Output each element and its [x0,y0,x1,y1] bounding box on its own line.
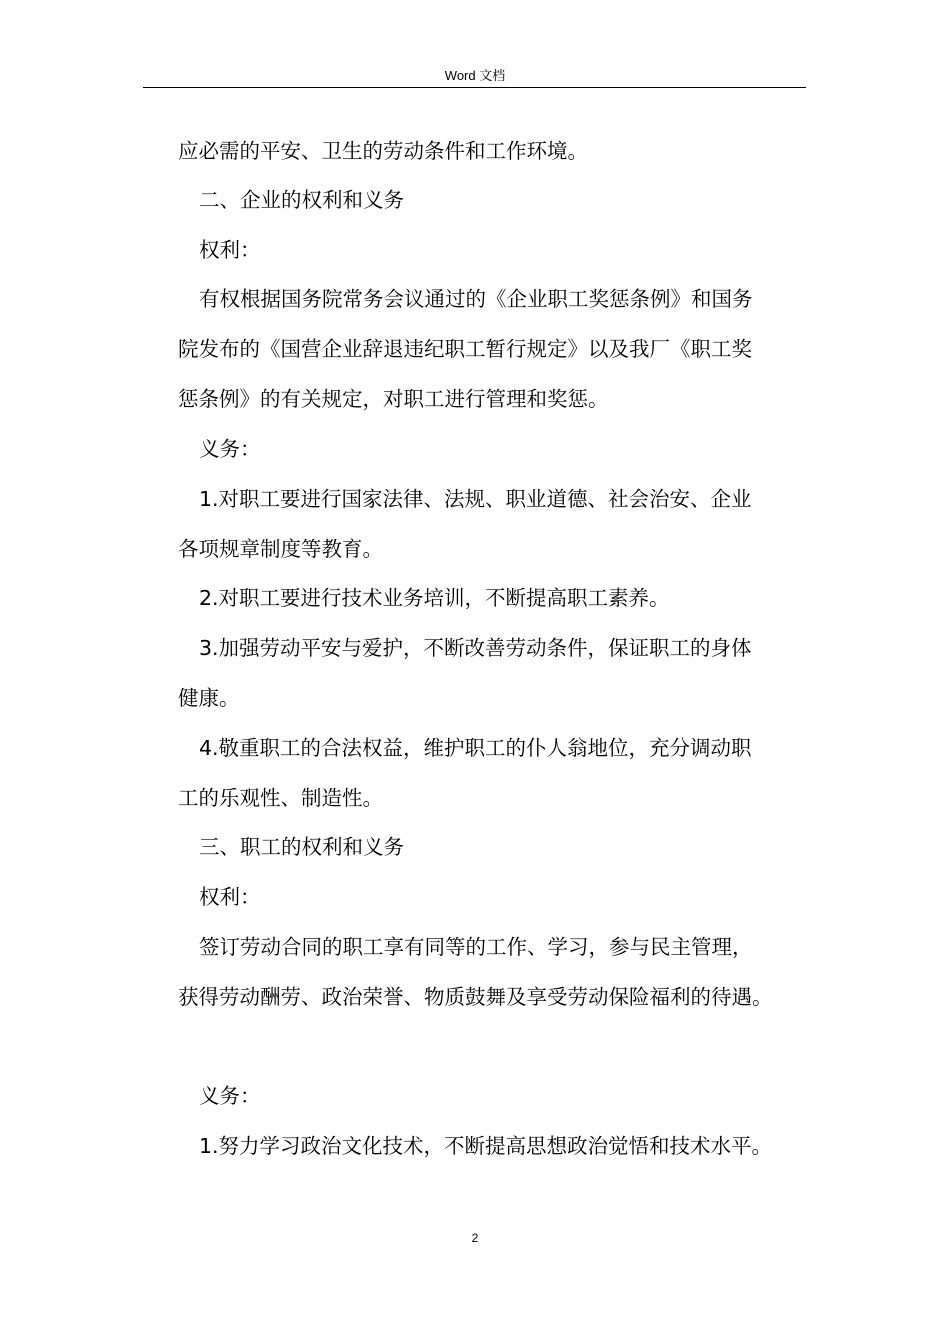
list-item-continuation: 健康。 [178,686,240,710]
body-line: 获得劳动酬劳、政治荣誉、物质鼓舞及享受劳动保险福利的待遇。 [178,985,773,1009]
list-item: 4.敬重职工的合法权益，维护职工的仆人翁地位，充分调动职 [199,736,752,760]
subheading: 权利： [199,238,261,262]
body-line: 应必需的平安、卫生的劳动条件和工作环境。 [178,139,588,163]
section-heading: 二、企业的权利和义务 [199,188,404,212]
list-item-continuation: 工的乐观性、制造性。 [178,786,383,810]
list-item: 2.对职工要进行技术业务培训，不断提高职工素养。 [199,586,670,610]
body-line: 院发布的《国营企业辞退违纪职工暂行规定》以及我厂《职工奖 [178,337,752,361]
body-line: 有权根据国务院常务会议通过的《企业职工奖惩条例》和国务 [199,287,753,311]
list-item: 3.加强劳动平安与爱护，不断改善劳动条件，保证职工的身体 [199,636,752,660]
list-item: 1.对职工要进行国家法律、法规、职业道德、社会治安、企业 [199,487,752,511]
list-item: 1.努力学习政治文化技术，不断提高思想政治觉悟和技术水平。 [199,1134,773,1158]
subheading: 义务： [199,437,261,461]
header-title: Word 文档 [444,68,506,83]
list-item-continuation: 各项规章制度等教育。 [178,537,383,561]
body-line: 签订劳动合同的职工享有同等的工作、学习，参与民主管理， [199,935,753,959]
body-line: 惩条例》的有关规定，对职工进行管理和奖惩。 [178,387,609,411]
header-divider [143,87,806,88]
subheading: 权利： [199,885,261,909]
subheading: 义务： [199,1084,261,1108]
page-number: 2 [471,1231,479,1245]
section-heading: 三、职工的权利和义务 [199,835,404,859]
